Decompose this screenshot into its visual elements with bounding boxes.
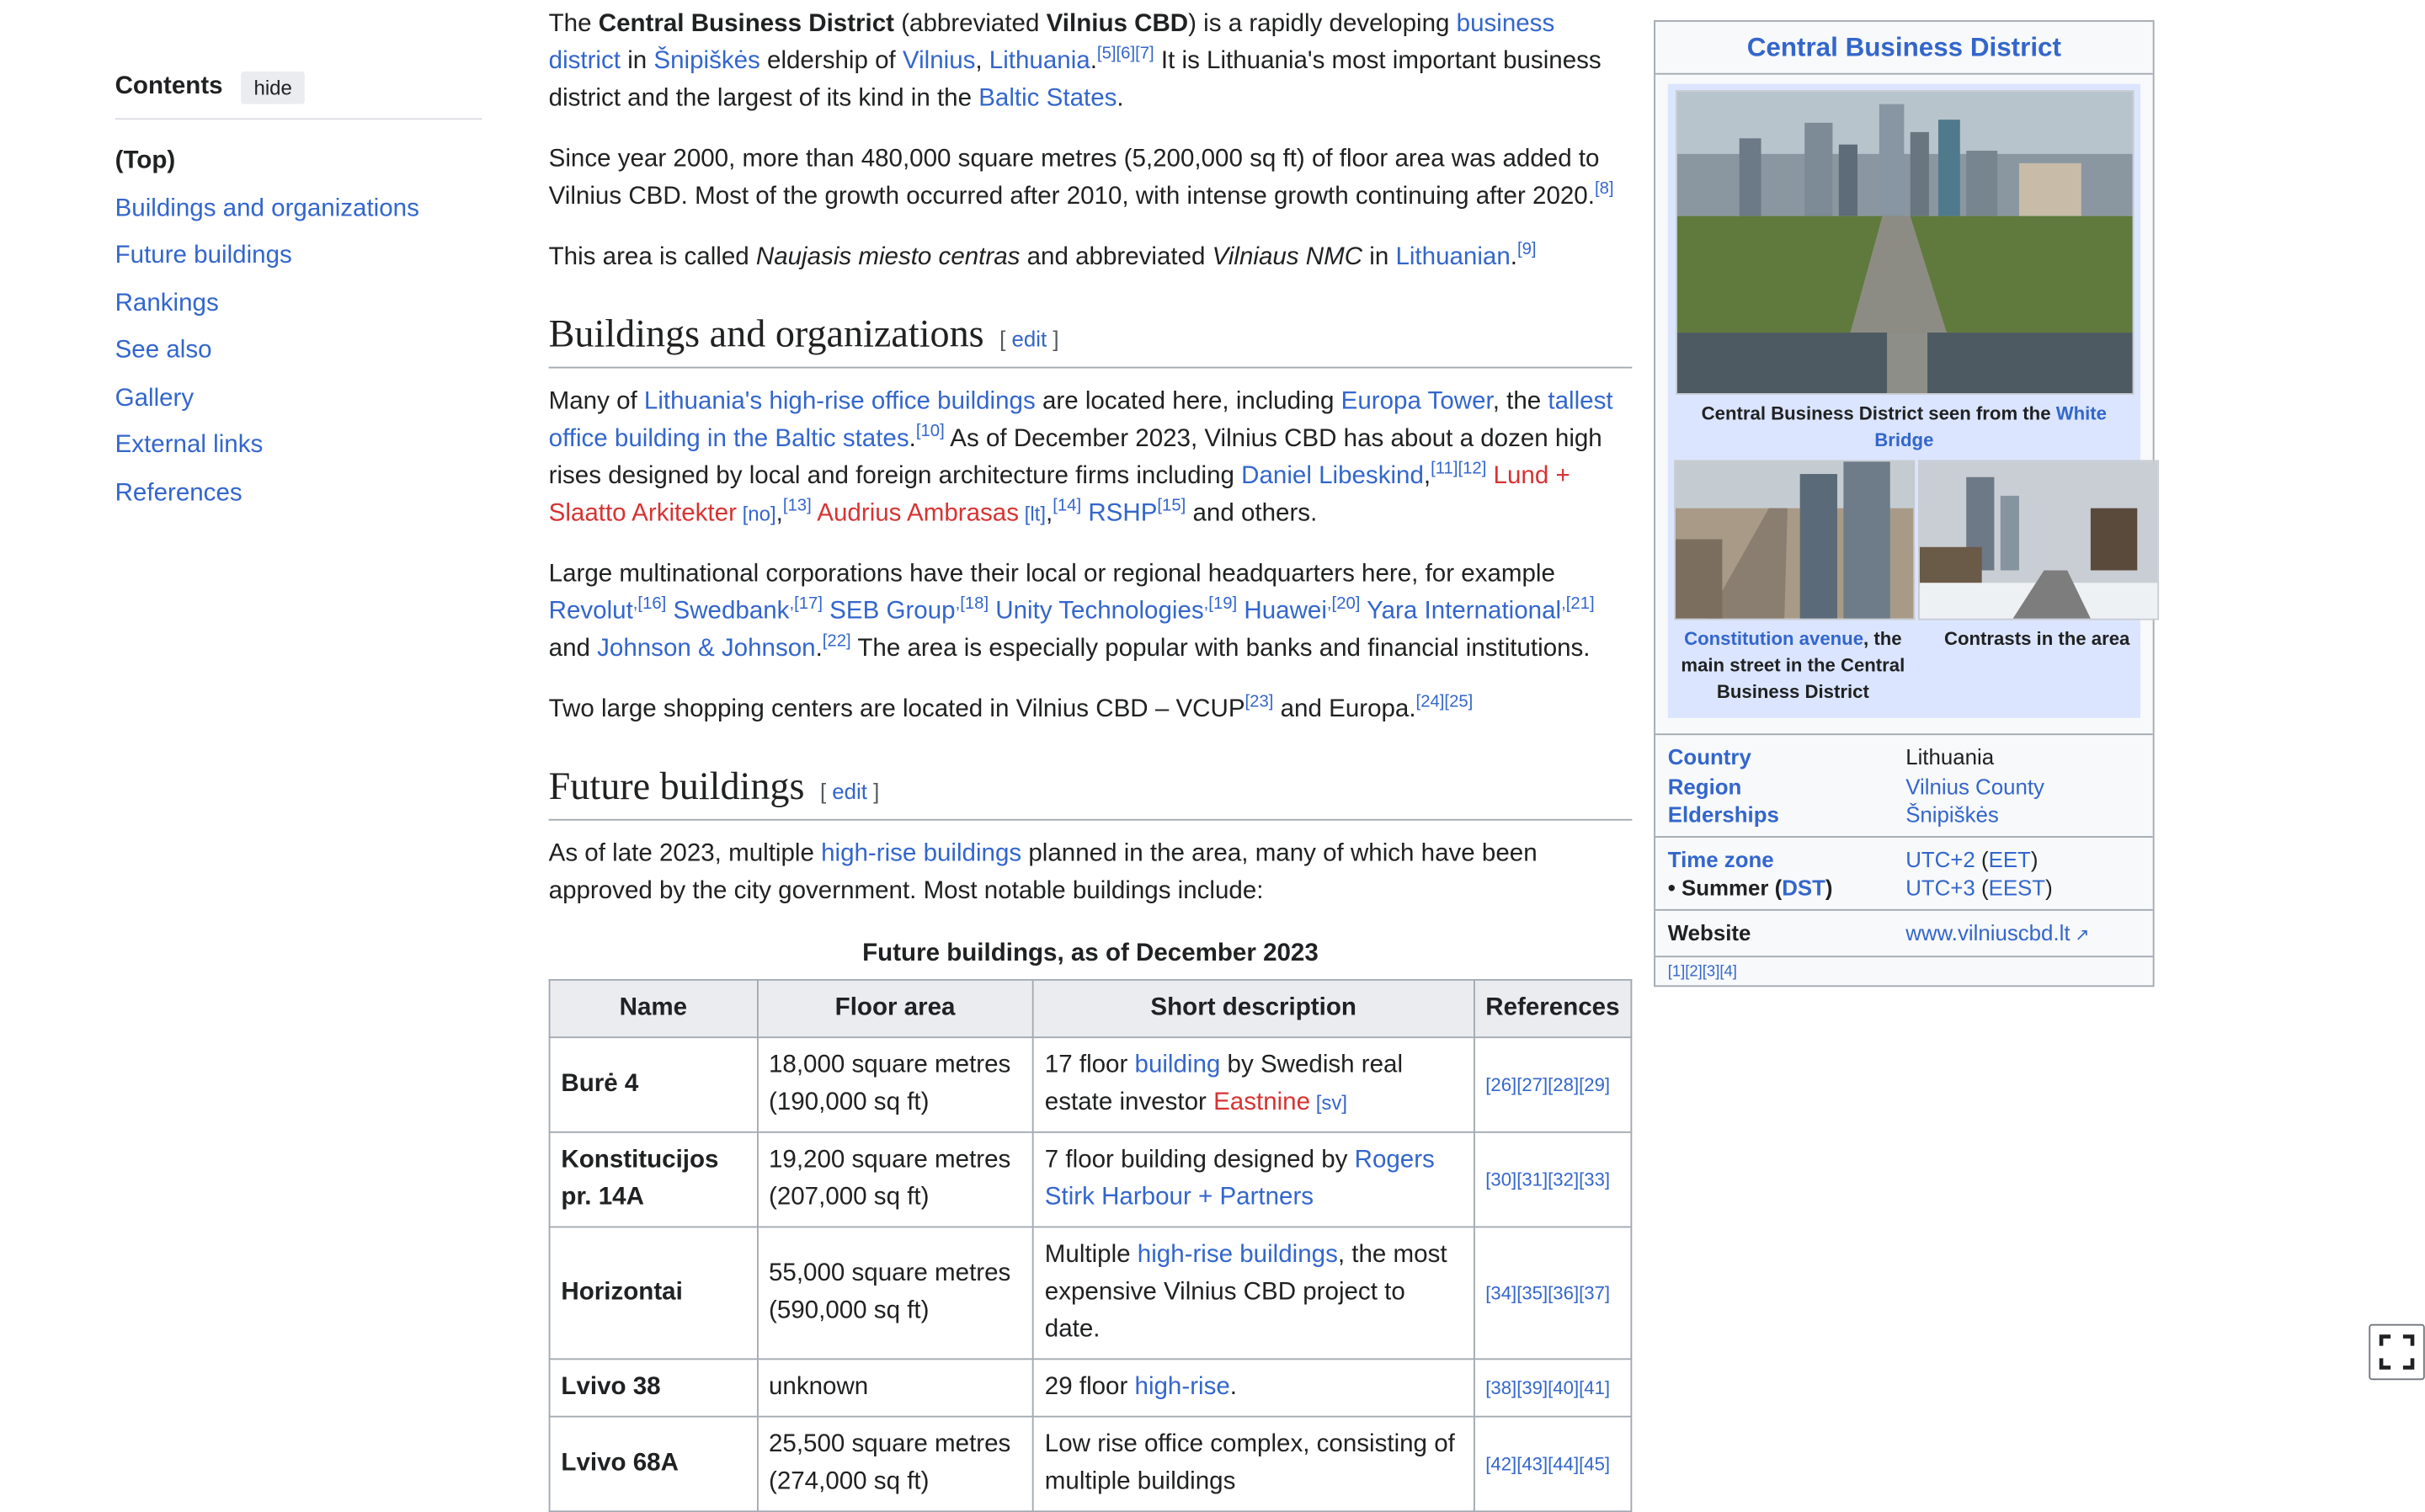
citation[interactable]: [24][25] [1415,692,1474,711]
cell-area: 18,000 square metres (190,000 sq ft) [757,1037,1033,1132]
link-utc3[interactable]: UTC+3 [1905,875,1975,900]
text: in [620,48,654,75]
section-heading-buildings [549,311,1633,368]
infobox-row-country [1655,743,2153,771]
citation[interactable]: ,[18] [955,594,989,614]
citation[interactable]: ,[20] [1326,594,1361,614]
link-yara[interactable]: Yara International [1360,598,1562,626]
citation[interactable]: [8] [1594,179,1614,199]
toc-item-future-buildings[interactable]: Future buildings [115,242,292,269]
citation[interactable]: ,[21] [1561,594,1595,614]
article-content [549,6,1633,1512]
infobox [1654,20,2154,987]
link-swedbank[interactable]: Swedbank [666,598,790,626]
link-vilnius[interactable]: Vilnius [902,48,976,75]
link-seb-group[interactable]: SEB Group [822,598,956,626]
toc-item-external-links[interactable]: External links [115,432,264,459]
column-header-name: Name [550,980,758,1037]
table-row [550,1417,1632,1512]
link-white-bridge[interactable]: White Bridge [1874,402,2108,451]
left-photo-caption [1674,626,1911,705]
bracket: ] [866,778,880,804]
citation[interactable]: [15] [1157,497,1186,516]
text: , [975,48,989,75]
link-lithuania[interactable]: Lithuania [989,48,1090,75]
bold-term: Central Business District [598,10,894,38]
cell-description [1033,1359,1474,1416]
text: and abbreviated [1020,243,1212,271]
cbd-skyline-photo[interactable] [1675,90,2134,395]
future-paragraph [549,836,1633,911]
link-eest[interactable]: EEST [1988,875,2046,900]
intro-paragraph-2 [549,141,1633,216]
infobox-row-summer [1655,873,2153,902]
text: . [1090,48,1097,75]
toc-item-rankings[interactable]: Rankings [115,290,219,317]
link-constitution-avenue[interactable]: Constitution avenue [1684,627,1864,650]
text: The area is especially popular with banks and financial institutions. [850,636,1591,663]
column-header-references: References [1474,980,1631,1037]
text: . [815,636,823,663]
citation[interactable]: [14] [1053,497,1082,516]
text: , [775,500,783,527]
text: and others. [1186,500,1318,527]
label[interactable]: Elderships [1667,801,1779,828]
buildings-paragraph-3 [549,691,1633,728]
link-baltic-states[interactable]: Baltic States [978,85,1117,112]
edit-section [820,779,879,804]
photo-column-right [1918,460,2156,705]
table-row [550,1132,1632,1227]
toc-title: Contents [115,72,223,100]
citation[interactable]: ,[17] [789,594,823,614]
section-heading-future-buildings [549,763,1633,820]
table-row [550,1359,1632,1416]
text: Large multinational corporations have their local or regional headquarters here, for example [548,561,1555,588]
photo-pair [1674,460,2134,705]
toc-list [115,138,482,517]
link-high-rise-buildings[interactable]: high-rise buildings [1137,1241,1338,1269]
text: ) is a rapidly developing [1188,10,1457,38]
text: . [1510,243,1517,271]
buildings-paragraph-1 [549,384,1633,533]
photo-column-left [1674,460,1911,705]
text: Since year 2000, more than 480,000 square metres (5,200,000 sq ft) of floor area was added to Vilnius CBD. Most of the growth occurred after 2010, with intense growth continuing after 2020. [548,146,1600,210]
contrasts-photo[interactable] [1918,460,2159,620]
cell-description [1033,1037,1474,1132]
citation[interactable]: [23] [1244,692,1274,711]
link-high-rise-office[interactable]: Lithuania's high-rise office buildings [643,388,1036,415]
text: • Summer ( [1667,875,1783,900]
citation[interactable]: [9] [1516,240,1537,259]
link-dst[interactable]: DST [1782,875,1825,900]
main-photo-caption [1674,401,2134,454]
fullscreen-button[interactable] [2369,1324,2424,1380]
text: Two large shopping centers are located in Vilnius CBD – VCUP [548,696,1245,723]
cell-name: Konstitucijos pr. 14A [550,1132,758,1227]
label: Website [1667,918,1751,945]
buildings-paragraph-2 [549,556,1633,668]
link-revolut[interactable]: Revolut [548,598,633,626]
cell-references[interactable]: [26][27][28][29] [1474,1037,1631,1132]
table-of-contents [115,68,482,517]
value: UTC+3 (EEST) [1905,875,2053,900]
infobox-row-elderships [1655,801,2153,829]
right-photo-caption: Contrasts in the area [1943,627,2130,650]
cell-references[interactable]: [34][35][36][37] [1474,1227,1631,1359]
infobox-title: Central Business District [1655,22,2153,75]
toc-item-references[interactable]: References [115,479,242,506]
toc-header [115,68,482,120]
infobox-row-timezone [1655,844,2153,873]
cell-area: 19,200 square metres (207,000 sq ft) [757,1132,1033,1227]
bold-term: Vilnius CBD [1046,10,1189,38]
link-high-rise-buildings[interactable]: high-rise buildings [821,840,1022,868]
infobox-section-location [1655,733,2153,835]
value: UTC+2 (EET) [1905,846,2039,871]
heading-text: Future buildings [548,766,805,808]
cell-name: Lvivo 38 [550,1359,758,1416]
cell-description [1033,1227,1474,1359]
citation[interactable]: [13] [782,497,812,516]
cell-area: 55,000 square metres (590,000 sq ft) [757,1227,1033,1359]
link-rshp[interactable]: RSHP [1081,500,1158,527]
intro-paragraph-3 [549,239,1633,276]
cell-area: 25,500 square metres (274,000 sq ft) [757,1417,1033,1512]
text: by Swedish real estate investor [1044,1051,1404,1116]
bracket: [ [819,778,833,804]
link-daniel-libeskind[interactable]: Daniel Libeskind [1241,463,1424,490]
infobox-section-website [1655,908,2153,956]
fullscreen-icon [2370,1326,2423,1379]
column-header-floor-area: Floor area [757,980,1033,1037]
link-utc2[interactable]: UTC+2 [1905,846,1975,871]
lang-link-no[interactable]: [no] [736,502,776,525]
edit-link[interactable]: edit [832,778,867,804]
label[interactable]: Time zone [1667,846,1774,871]
toc-item-buildings[interactable]: Buildings and organizations [115,194,419,222]
constitution-avenue-photo[interactable] [1674,460,1915,620]
toc-item-top[interactable]: (Top) [115,147,176,174]
citation[interactable]: [11][12] [1431,459,1487,478]
cell-references[interactable]: [30][31][32][33] [1474,1132,1631,1227]
future-buildings-table [549,935,1633,1512]
text: , [1046,500,1053,527]
cell-name: Lvivo 68A [550,1417,758,1512]
link-unity[interactable]: Unity Technologies [989,598,1204,626]
text: 17 floor [1044,1051,1135,1079]
column-header-description: Short description [1033,980,1474,1037]
text: (abbreviated [893,10,1047,38]
cell-area: unknown [757,1359,1033,1416]
text: . [909,425,916,453]
infobox-section-timezone [1655,835,2153,908]
toc-hide-button[interactable]: hide [242,71,305,104]
italic-term: Naujasis miesto centras [755,243,1021,271]
label [1668,873,1905,902]
redlink-eastnine[interactable]: Eastnine [1213,1089,1311,1116]
table-row [550,1037,1632,1132]
text: Many of [548,388,644,415]
text: This area is called [548,243,756,271]
link-high-rise[interactable]: high-rise [1134,1373,1230,1401]
lang-link-lt[interactable]: [lt] [1018,502,1047,525]
text: The [548,10,599,38]
text: Central Business District seen from the [1701,402,2056,424]
citation[interactable]: ,[19] [1203,594,1238,614]
text: ) [1825,875,1833,900]
heading-text: Buildings and organizations [548,313,984,356]
link-johnson-johnson[interactable]: Johnson & Johnson [597,636,816,663]
link-europa-tower[interactable]: Europa Tower [1340,388,1493,415]
link-lithuanian[interactable]: Lithuanian [1395,243,1511,271]
infobox-row-website [1655,918,2153,950]
link-vilnius-county[interactable]: Vilnius County [1905,773,2044,798]
text: eldership of [759,48,903,75]
edit-section [999,327,1058,352]
cell-description [1033,1132,1474,1227]
link-business-district[interactable]: business district [548,10,1555,75]
redlink-lund-slaatto[interactable]: Lund + Slaatto Arkitekter [548,463,1570,527]
intro-paragraph-1 [549,6,1633,118]
toc-item-see-also[interactable]: See also [115,337,212,364]
text: 29 floor [1044,1373,1135,1401]
citation[interactable]: ,[16] [632,594,667,614]
link-eet[interactable]: EET [1988,846,2031,871]
value: Lithuania [1905,744,1995,769]
text: As of late 2023, multiple [548,840,822,868]
value [1905,918,2089,950]
citation[interactable]: [5][6][7] [1096,44,1154,64]
link-rogers-stirk[interactable]: Rogers Stirk Harbour + Partners [1044,1147,1435,1211]
text: are located here, including [1035,388,1341,415]
infobox-images [1668,84,2140,718]
lang-link-sv[interactable]: [sv] [1310,1090,1348,1115]
redlink-audrius-ambrasas[interactable]: Audrius Ambrasas [811,500,1019,527]
website-link[interactable]: www.vilniuscbd.lt [1905,918,2071,945]
label[interactable]: Country [1667,744,1751,769]
link-snipiskes[interactable]: Šnipiškės [653,48,760,75]
text: planned in the area, many of which have been approved by the city government. Most notable buildings include: [548,840,1538,905]
citation[interactable]: [10] [915,422,945,441]
text: . [1117,85,1124,112]
link-tallest-office[interactable]: tallest office building in the Baltic states [548,388,1613,453]
text: , the main street in the Central Business District [1681,627,1905,703]
table-caption: Future buildings, as of December 2023 [862,940,1319,967]
text: , [1423,463,1431,490]
text: , the most expensive Vilnius CBD project to date. [1044,1241,1447,1343]
bracket: [ [999,326,1012,352]
text: As of December 2023, Vilnius CBD has about a dozen high rises designed by local and foreign architecture firms including [548,425,1602,490]
text: It is Lithuania's most important business district and the largest of its kind in the [548,48,1602,112]
infobox-citations[interactable]: [1][2][3][4] [1655,956,2153,987]
italic-term: Vilniaus NMC [1212,243,1363,271]
cell-name: Horizontai [550,1227,758,1359]
label[interactable]: Region [1667,773,1742,798]
text: in [1362,243,1396,271]
toc-item-gallery[interactable]: Gallery [115,384,195,412]
link-huawei[interactable]: Huawei [1237,598,1327,626]
link-snipiskes[interactable]: Šnipiškės [1905,801,1999,828]
text: . [1229,1373,1238,1401]
citation[interactable]: [22] [822,631,851,651]
table-header-row [550,980,1632,1037]
text: and [548,636,598,663]
infobox-row-region [1655,772,2153,801]
cell-description: Low rise office complex, consisting of multiple buildings [1033,1417,1474,1512]
text: 7 floor building designed by [1044,1147,1355,1174]
link-building[interactable]: building [1134,1051,1221,1079]
text: , the [1492,388,1548,415]
bracket: ] [1047,326,1059,352]
external-link-icon: ↗ [2070,925,2090,945]
cell-references[interactable]: [38][39][40][41] [1474,1359,1631,1416]
table-row [550,1227,1632,1359]
edit-link[interactable]: edit [1011,326,1047,352]
cell-name: Burė 4 [550,1037,758,1132]
cell-references[interactable]: [42][43][44][45] [1474,1417,1631,1512]
text: and Europa. [1273,696,1416,723]
text: Multiple [1044,1241,1138,1269]
